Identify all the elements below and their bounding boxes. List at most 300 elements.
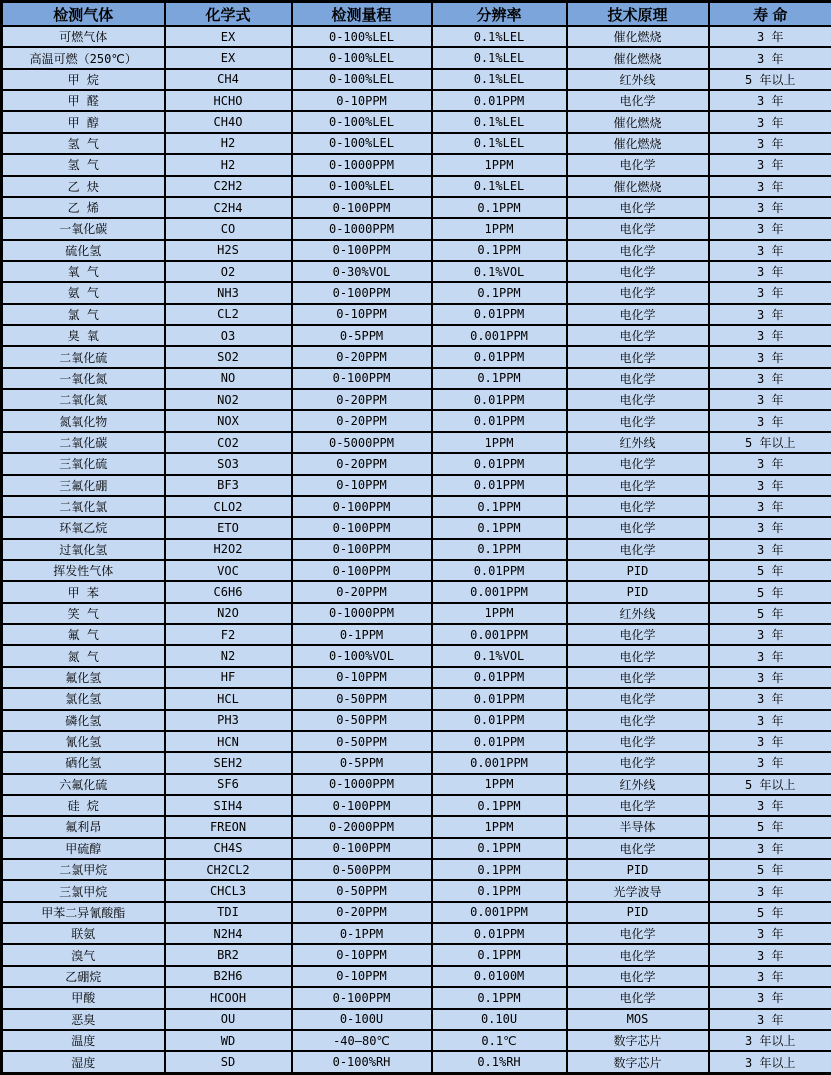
range-cell: 0-10PPM [292,304,432,325]
principle-cell: 催化燃烧 [567,26,709,47]
gas-name-cell: 硒化氢 [2,752,165,773]
table-row [2,581,831,602]
resolution-cell: 0.01PPM [432,346,567,367]
principle-cell: 催化燃烧 [567,133,709,154]
table-row [2,774,831,795]
principle-cell: 电化学 [567,389,709,410]
principle-cell: 电化学 [567,453,709,474]
range-cell: 0-5000PPM [292,432,432,453]
resolution-cell: 0.1PPM [432,859,567,880]
table-row [2,1030,831,1051]
resolution-cell: 1PPM [432,218,567,239]
gas-name-cell: 恶臭 [2,1009,165,1030]
gas-name-cell: 氯化氢 [2,688,165,709]
lifespan-cell: 3 年 [709,90,831,111]
principle-cell: 电化学 [567,261,709,282]
gas-name-cell: 氮 气 [2,645,165,666]
formula-cell: CL2 [165,304,292,325]
resolution-cell: 0.001PPM [432,752,567,773]
formula-cell: CO [165,218,292,239]
gas-name-cell: 一氧化氮 [2,368,165,389]
table-row [2,752,831,773]
formula-cell: SF6 [165,774,292,795]
table-row [2,240,831,261]
gas-name-cell: 氨 气 [2,282,165,303]
header-row [2,2,831,27]
gas-name-cell: 氟 气 [2,624,165,645]
gas-name-cell: 二氧化硫 [2,346,165,367]
gas-name-cell: 氟利昂 [2,816,165,837]
gas-name-cell: 三氯甲烷 [2,880,165,901]
gas-name-cell: 六氟化硫 [2,774,165,795]
range-cell: 0-100PPM [292,838,432,859]
principle-cell: 电化学 [567,346,709,367]
principle-cell: 电化学 [567,838,709,859]
formula-cell: CHCL3 [165,880,292,901]
principle-cell: 红外线 [567,774,709,795]
resolution-cell: 0.1%LEL [432,47,567,68]
principle-cell: 电化学 [567,368,709,389]
resolution-cell: 0.1%LEL [432,133,567,154]
gas-name-cell: 硅 烷 [2,795,165,816]
table-row [2,902,831,923]
formula-cell: TDI [165,902,292,923]
table-row [2,325,831,346]
resolution-cell: 0.01PPM [432,560,567,581]
range-cell: 0-1000PPM [292,154,432,175]
table-row [2,197,831,218]
range-cell: 0-50PPM [292,880,432,901]
lifespan-cell: 3 年 [709,688,831,709]
resolution-cell: 0.1PPM [432,838,567,859]
principle-cell: 数字芯片 [567,1051,709,1073]
resolution-cell: 0.1PPM [432,282,567,303]
lifespan-cell: 3 年以上 [709,1051,831,1073]
resolution-cell: 0.001PPM [432,624,567,645]
formula-cell: SIH4 [165,795,292,816]
gas-name-cell: 三氟化硼 [2,475,165,496]
lifespan-cell: 3 年 [709,795,831,816]
formula-cell: FREON [165,816,292,837]
table-row [2,1051,831,1073]
lifespan-cell: 5 年 [709,816,831,837]
table-row [2,410,831,431]
range-cell: 0-100%VOL [292,645,432,666]
table-row [2,517,831,538]
principle-cell: PID [567,902,709,923]
principle-cell: 电化学 [567,304,709,325]
formula-cell: SD [165,1051,292,1073]
principle-cell: 电化学 [567,795,709,816]
gas-name-cell: 氰化氢 [2,731,165,752]
formula-cell: HCL [165,688,292,709]
lifespan-cell: 3 年 [709,517,831,538]
formula-cell: WD [165,1030,292,1051]
resolution-cell: 0.1%VOL [432,261,567,282]
principle-cell: 电化学 [567,667,709,688]
table-row [2,453,831,474]
resolution-cell: 0.001PPM [432,325,567,346]
resolution-cell: 0.1PPM [432,880,567,901]
range-cell: 0-20PPM [292,453,432,474]
gas-name-cell: 甲苯二异氰酸酯 [2,902,165,923]
principle-cell: 电化学 [567,944,709,965]
resolution-cell: 1PPM [432,816,567,837]
lifespan-cell: 5 年 [709,902,831,923]
range-cell: 0-1000PPM [292,218,432,239]
table-row [2,944,831,965]
table-row [2,603,831,624]
table-row [2,539,831,560]
lifespan-cell: 3 年 [709,731,831,752]
range-cell: 0-1000PPM [292,774,432,795]
lifespan-cell: 3 年 [709,1009,831,1030]
lifespan-cell: 3 年 [709,368,831,389]
range-cell: 0-5PPM [292,325,432,346]
formula-cell: F2 [165,624,292,645]
gas-name-cell: 磷化氢 [2,710,165,731]
resolution-cell: 0.01PPM [432,731,567,752]
principle-cell: 电化学 [567,731,709,752]
gas-name-cell: 氢 气 [2,133,165,154]
table-row [2,26,831,47]
table-row [2,133,831,154]
resolution-cell: 0.001PPM [432,581,567,602]
formula-cell: SO2 [165,346,292,367]
lifespan-cell: 3 年 [709,944,831,965]
resolution-cell: 0.0100M [432,966,567,987]
principle-cell: PID [567,560,709,581]
formula-cell: H2 [165,133,292,154]
resolution-cell: 0.01PPM [432,688,567,709]
principle-cell: 电化学 [567,90,709,111]
table-row [2,667,831,688]
table-row [2,475,831,496]
principle-cell: 电化学 [567,688,709,709]
range-cell: 0-100PPM [292,987,432,1008]
resolution-cell: 0.1PPM [432,795,567,816]
resolution-cell: 0.1%RH [432,1051,567,1073]
gas-name-cell: 氯 气 [2,304,165,325]
table-row [2,688,831,709]
resolution-cell: 0.1PPM [432,240,567,261]
table-row [2,966,831,987]
gas-name-cell: 氢 气 [2,154,165,175]
table-body [2,26,831,1074]
lifespan-cell: 5 年 [709,603,831,624]
formula-cell: BR2 [165,944,292,965]
formula-cell: NO2 [165,389,292,410]
formula-cell: C6H6 [165,581,292,602]
resolution-cell: 0.1PPM [432,944,567,965]
range-cell: 0-100%LEL [292,133,432,154]
lifespan-cell: 5 年以上 [709,69,831,90]
column-header-gas: 检测气体 [2,2,165,27]
lifespan-cell: 5 年以上 [709,432,831,453]
range-cell: 0-30%VOL [292,261,432,282]
range-cell: 0-100PPM [292,539,432,560]
formula-cell: OU [165,1009,292,1030]
resolution-cell: 0.001PPM [432,902,567,923]
formula-cell: HF [165,667,292,688]
gas-name-cell: 氧 气 [2,261,165,282]
principle-cell: MOS [567,1009,709,1030]
lifespan-cell: 3 年 [709,154,831,175]
formula-cell: B2H6 [165,966,292,987]
gas-name-cell: 二氧化氮 [2,389,165,410]
formula-cell: C2H2 [165,176,292,197]
lifespan-cell: 3 年以上 [709,1030,831,1051]
formula-cell: CH4S [165,838,292,859]
formula-cell: O3 [165,325,292,346]
range-cell: 0-100%LEL [292,111,432,132]
principle-cell: 电化学 [567,624,709,645]
resolution-cell: 1PPM [432,603,567,624]
table-row [2,816,831,837]
gas-name-cell: 溴气 [2,944,165,965]
formula-cell: EX [165,47,292,68]
formula-cell: HCHO [165,90,292,111]
table-row [2,282,831,303]
table-row [2,859,831,880]
lifespan-cell: 3 年 [709,26,831,47]
column-header-lifespan: 寿 命 [709,2,831,27]
gas-name-cell: 硫化氢 [2,240,165,261]
formula-cell: C2H4 [165,197,292,218]
range-cell: 0-50PPM [292,710,432,731]
principle-cell: 电化学 [567,923,709,944]
gas-name-cell: 湿度 [2,1051,165,1073]
resolution-cell: 0.1%LEL [432,26,567,47]
table-row [2,987,831,1008]
range-cell: -40—80℃ [292,1030,432,1051]
range-cell: 0-100U [292,1009,432,1030]
formula-cell: HCOOH [165,987,292,1008]
formula-cell: SEH2 [165,752,292,773]
range-cell: 0-100PPM [292,368,432,389]
lifespan-cell: 3 年 [709,453,831,474]
range-cell: 0-100%LEL [292,69,432,90]
gas-name-cell: 乙硼烷 [2,966,165,987]
table-row [2,90,831,111]
lifespan-cell: 3 年 [709,325,831,346]
principle-cell: 电化学 [567,517,709,538]
principle-cell: 催化燃烧 [567,47,709,68]
gas-name-cell: 甲酸 [2,987,165,1008]
resolution-cell: 1PPM [432,154,567,175]
principle-cell: 电化学 [567,240,709,261]
table-row [2,731,831,752]
principle-cell: 红外线 [567,603,709,624]
range-cell: 0-100PPM [292,240,432,261]
formula-cell: VOC [165,560,292,581]
lifespan-cell: 3 年 [709,496,831,517]
formula-cell: SO3 [165,453,292,474]
range-cell: 0-50PPM [292,688,432,709]
resolution-cell: 0.1PPM [432,496,567,517]
table-row [2,261,831,282]
principle-cell: 电化学 [567,539,709,560]
gas-name-cell: 甲 烷 [2,69,165,90]
table-row [2,710,831,731]
resolution-cell: 0.01PPM [432,410,567,431]
principle-cell: 半导体 [567,816,709,837]
gas-name-cell: 甲 醛 [2,90,165,111]
principle-cell: 电化学 [567,282,709,303]
principle-cell: PID [567,581,709,602]
lifespan-cell: 3 年 [709,282,831,303]
formula-cell: H2 [165,154,292,175]
table-row [2,838,831,859]
table-row [2,624,831,645]
column-header-formula: 化学式 [165,2,292,27]
principle-cell: 电化学 [567,496,709,517]
lifespan-cell: 3 年 [709,624,831,645]
principle-cell: 电化学 [567,987,709,1008]
range-cell: 0-100PPM [292,560,432,581]
formula-cell: NOX [165,410,292,431]
resolution-cell: 0.1%LEL [432,176,567,197]
table-row [2,218,831,239]
lifespan-cell: 3 年 [709,261,831,282]
table-row [2,432,831,453]
lifespan-cell: 3 年 [709,752,831,773]
resolution-cell: 0.1PPM [432,517,567,538]
table-row [2,880,831,901]
lifespan-cell: 3 年 [709,240,831,261]
principle-cell: 电化学 [567,710,709,731]
range-cell: 0-100PPM [292,517,432,538]
principle-cell: 电化学 [567,966,709,987]
range-cell: 0-10PPM [292,966,432,987]
range-cell: 0-100PPM [292,282,432,303]
range-cell: 0-100PPM [292,197,432,218]
lifespan-cell: 3 年 [709,838,831,859]
table-row [2,645,831,666]
range-cell: 0-1PPM [292,624,432,645]
table-row [2,304,831,325]
column-header-resolution: 分辨率 [432,2,567,27]
lifespan-cell: 3 年 [709,987,831,1008]
principle-cell: 电化学 [567,154,709,175]
gas-name-cell: 三氧化硫 [2,453,165,474]
gas-name-cell: 二氧化碳 [2,432,165,453]
table-row [2,346,831,367]
principle-cell: 电化学 [567,645,709,666]
resolution-cell: 0.1%LEL [432,111,567,132]
range-cell: 0-20PPM [292,902,432,923]
gas-name-cell: 甲 苯 [2,581,165,602]
resolution-cell: 0.01PPM [432,304,567,325]
lifespan-cell: 5 年 [709,560,831,581]
principle-cell: 电化学 [567,218,709,239]
principle-cell: 数字芯片 [567,1030,709,1051]
formula-cell: N2O [165,603,292,624]
gas-name-cell: 环氧乙烷 [2,517,165,538]
table-row [2,923,831,944]
range-cell: 0-50PPM [292,731,432,752]
resolution-cell: 0.01PPM [432,453,567,474]
principle-cell: PID [567,859,709,880]
lifespan-cell: 3 年 [709,176,831,197]
lifespan-cell: 3 年 [709,197,831,218]
range-cell: 0-100%LEL [292,47,432,68]
gas-name-cell: 温度 [2,1030,165,1051]
gas-name-cell: 挥发性气体 [2,560,165,581]
resolution-cell: 0.01PPM [432,667,567,688]
resolution-cell: 0.1%LEL [432,69,567,90]
range-cell: 0-1PPM [292,923,432,944]
gas-name-cell: 二氯甲烷 [2,859,165,880]
formula-cell: CH4 [165,69,292,90]
range-cell: 0-10PPM [292,90,432,111]
range-cell: 0-100PPM [292,496,432,517]
gas-name-cell: 二氧化氯 [2,496,165,517]
table-row [2,154,831,175]
lifespan-cell: 5 年 [709,859,831,880]
formula-cell: PH3 [165,710,292,731]
formula-cell: BF3 [165,475,292,496]
range-cell: 0-20PPM [292,389,432,410]
lifespan-cell: 5 年 [709,581,831,602]
principle-cell: 电化学 [567,197,709,218]
lifespan-cell: 5 年以上 [709,774,831,795]
resolution-cell: 0.1℃ [432,1030,567,1051]
gas-name-cell: 氮氧化物 [2,410,165,431]
column-header-range: 检测量程 [292,2,432,27]
formula-cell: N2H4 [165,923,292,944]
principle-cell: 电化学 [567,752,709,773]
gas-name-cell: 联氨 [2,923,165,944]
resolution-cell: 0.01PPM [432,475,567,496]
principle-cell: 电化学 [567,325,709,346]
formula-cell: N2 [165,645,292,666]
formula-cell: NO [165,368,292,389]
gas-name-cell: 乙 炔 [2,176,165,197]
range-cell: 0-100%RH [292,1051,432,1073]
principle-cell: 电化学 [567,410,709,431]
resolution-cell: 0.1PPM [432,987,567,1008]
table-row [2,560,831,581]
lifespan-cell: 3 年 [709,966,831,987]
table-row [2,176,831,197]
resolution-cell: 0.1%VOL [432,645,567,666]
range-cell: 0-100%LEL [292,176,432,197]
lifespan-cell: 3 年 [709,133,831,154]
resolution-cell: 0.01PPM [432,90,567,111]
formula-cell: CH2CL2 [165,859,292,880]
resolution-cell: 0.1PPM [432,368,567,389]
table-row [2,795,831,816]
table-row [2,368,831,389]
table-header [2,2,831,27]
range-cell: 0-20PPM [292,346,432,367]
table-row [2,69,831,90]
range-cell: 0-500PPM [292,859,432,880]
formula-cell: EX [165,26,292,47]
gas-name-cell: 一氧化碳 [2,218,165,239]
range-cell: 0-20PPM [292,581,432,602]
gas-name-cell: 甲 醇 [2,111,165,132]
gas-name-cell: 臭 氧 [2,325,165,346]
lifespan-cell: 3 年 [709,47,831,68]
formula-cell: O2 [165,261,292,282]
range-cell: 0-1000PPM [292,603,432,624]
principle-cell: 光学波导 [567,880,709,901]
resolution-cell: 0.1PPM [432,197,567,218]
principle-cell: 催化燃烧 [567,111,709,132]
formula-cell: H2S [165,240,292,261]
